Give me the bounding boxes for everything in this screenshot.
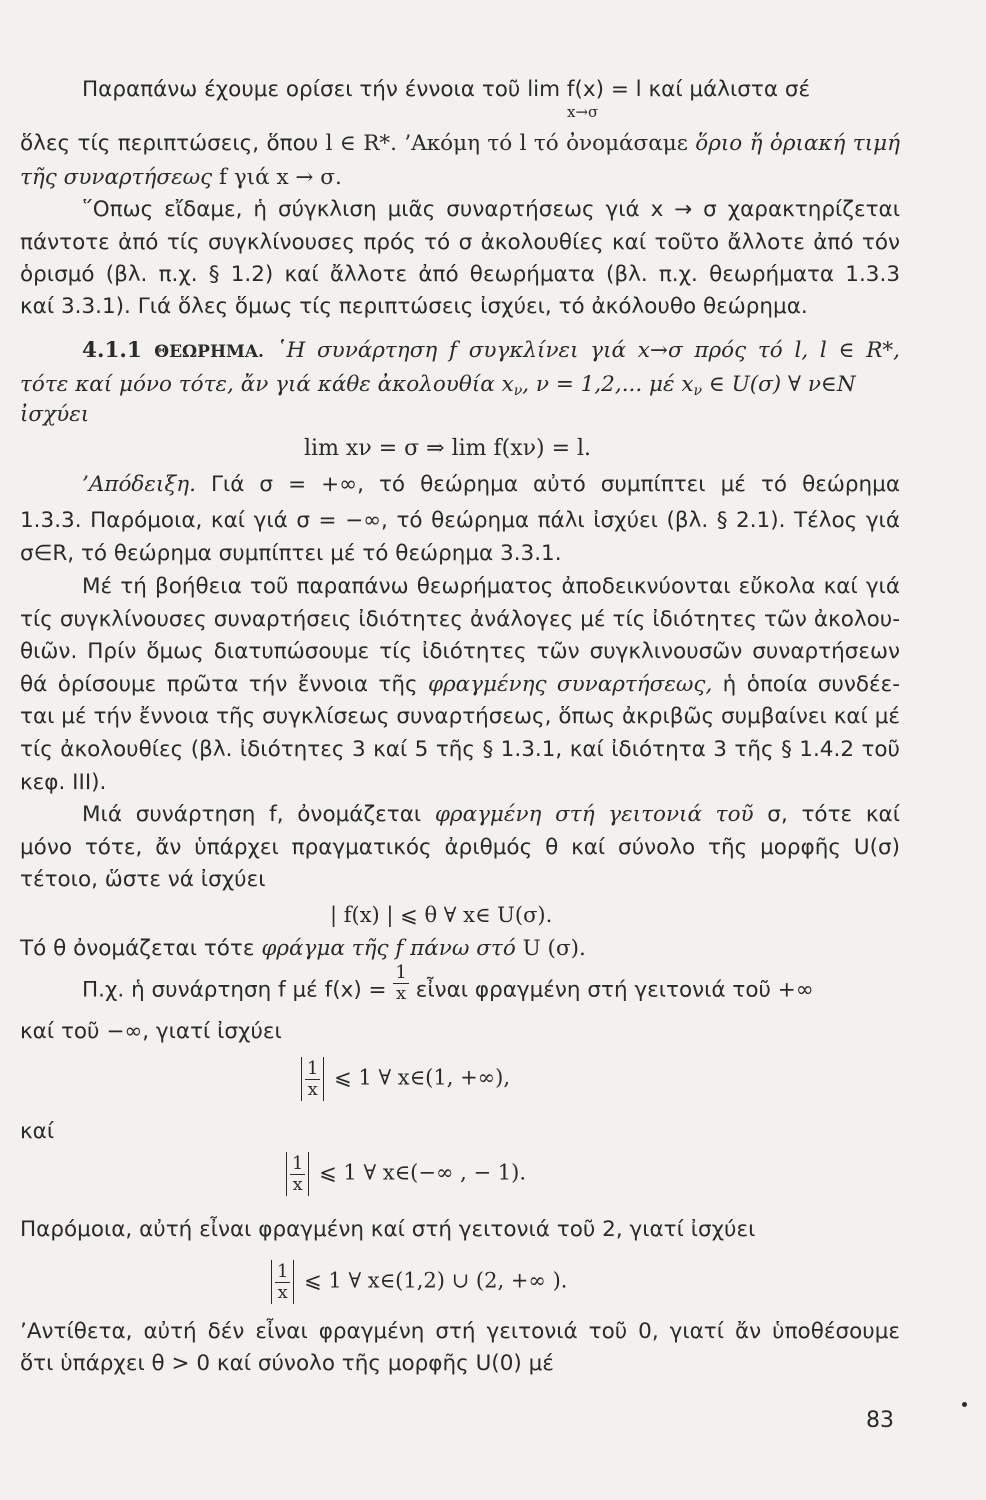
text-line: τότε καί μόνο τότε, ἄν γιά κάθε ἀκολουθία xν, ν = 1,2,... μέ xν ∈ U(σ) ∀ ν∈N: [20, 372, 856, 399]
limit-subscript: x→σ: [567, 103, 599, 121]
text-line: ται μέ τήν ἔννοια τῆς συγκλίσεως συναρτήσεως, ὅπως ἀκριβῶς συμβαίνει καί μέ: [20, 704, 900, 729]
text-line: καί: [20, 1119, 55, 1144]
text-line: ῞Οπως εἴδαμε, ἡ σύγκλιση μιᾶς συναρτήσεως γιά x → σ χαρακτηρίζεται: [82, 197, 900, 222]
text-line: καί τοῦ −∞, γιατί ἰσχύει: [20, 1019, 282, 1044]
text-line: ὁρισμό (βλ. π.χ. § 1.2) καί ἄλλοτε ἀπό θεωρήματα (βλ. π.χ. θεωρήματα 1.3.3: [20, 262, 900, 287]
text-line: πάντοτε ἀπό τίς συγκλίνουσες πρός τό σ ἀκολουθίες καί τοῦτο ἄλλοτε ἀπό τόν: [20, 230, 900, 255]
text-line: Μιά συνάρτηση f, ὀνομάζεται φραγμένη στή γειτονιά τοῦ σ, τότε καί: [82, 802, 900, 827]
print-speck: [962, 1402, 967, 1407]
text-line: ἰσχύει: [20, 402, 90, 427]
text-line: θιῶν. Πρίν ὅμως διατυπώσουμε τίς ἰδιότητες τῶν συγκλινουσῶν συναρτήσεων: [20, 639, 900, 664]
text-line: τέτοιο, ὥστε νά ἰσχύει: [20, 867, 266, 892]
abs-formula-1: $\frac{1}{x}$ ⩽ 1 ∀ x∈(1, +∞),: [298, 1057, 510, 1101]
text-line: Παρόμοια, αὐτή εἶναι φραγμένη καί στή γειτονιά τοῦ 2, γιατί ἰσχύει: [20, 1217, 756, 1242]
theorem-formula: lim xν = σ ⇒ lim f(xν) = l.: [304, 436, 592, 461]
text-line: καί 3.3.1). Γιά ὅλες ὅμως τίς περιπτώσεις ἰσχύει, τό ἀκόλουθο θεώρημα.: [20, 294, 808, 319]
text-line: Π.χ. ἡ συνάρτηση f μέ f(x) = $\frac{1}{x}$ εἶναι φραγμένη στή γειτονιά τοῦ +∞: [82, 962, 814, 1004]
text-line: ὅτι ὑπάρχει θ > 0 καί σύνολο τῆς μορφῆς U(0) μέ: [20, 1351, 554, 1376]
text-line: ὅλες τίς περιπτώσεις, ὅπου l ∈ R*. ’Ακόμη τό l τό ὀνομάσαμε ὅριο ἤ ὁριακή τιμή: [20, 131, 900, 156]
text-line: θά ὁρίσουμε πρῶτα τήν ἔννοια τῆς φραγμένης συναρτήσεως, ἡ ὁποία συνδέε-: [20, 672, 901, 697]
text-line: Μέ τή βοήθεια τοῦ παραπάνω θεωρήματος ἀποδεικνύονται εὔκολα καί γιά: [82, 574, 900, 599]
bound-formula: | f(x) | ⩽ θ ∀ x∈ U(σ).: [330, 903, 553, 927]
text-line: Παραπάνω έχουμε ορίσει τήν έννοια τοῦ lim f(x) = l καί μάλιστα σέ: [82, 77, 811, 102]
text-line: κεφ. ΙΙΙ).: [20, 770, 107, 795]
abs-formula-2: $\frac{1}{x}$ ⩽ 1 ∀ x∈(−∞ , − 1).: [283, 1152, 526, 1196]
text-line: ’Αντίθετα, αὐτή δέν εἶναι φραγμένη στή γειτονιά τοῦ 0, γιατί ἄν ὑποθέσουμε: [20, 1319, 900, 1344]
text-line: τῆς συναρτήσεως f γιά x → σ.: [20, 165, 342, 190]
abs-formula-3: $\frac{1}{x}$ ⩽ 1 ∀ x∈(1,2) ∪ (2, +∞ ).: [268, 1260, 567, 1304]
text-line: τίς ἀκολουθίες (βλ. ἰδιότητες 3 καί 5 τῆς § 1.3.1, καί ἰδιότητα 3 τῆς § 1.4.2 τοῦ: [20, 737, 900, 762]
text-line: μόνο τότε, ἄν ὑπάρχει πραγματικός ἀριθμός θ καί σύνολο τῆς μορφῆς U(σ): [20, 835, 900, 860]
text-line: σ∈R, τό θεώρημα συμπίπτει μέ τό θεώρημα 3.3.1.: [20, 541, 562, 566]
text-line: Τό θ ὀνομάζεται τότε φράγμα τῆς f πάνω στό U (σ).: [20, 936, 586, 961]
theorem-heading: 4.1.1 ΘΕΩΡΗΜΑ. ῾Η συνάρτηση f συγκλίνει γιά x→σ πρός τό l, l ∈ R*,: [82, 338, 901, 363]
text-line: τίς συγκλίνουσες συναρτήσεις ἰδιότητες ἀνάλογες μέ τίς ἰδιότητες τῶν ἀκολου-: [20, 607, 900, 632]
fraction-one-over-x: $\frac{1}{x}$: [395, 962, 407, 1004]
text-line: ’Απόδειξη. Γιά σ = +∞, τό θεώρημα αὐτό συμπίπτει μέ τό θεώρημα: [82, 472, 900, 497]
page-number: 83: [866, 1408, 894, 1433]
text-line: 1.3.3. Παρόμοια, καί γιά σ = −∞, τό θεώρημα πάλι ἰσχύει (βλ. § 2.1). Τέλος γιά: [20, 508, 900, 533]
